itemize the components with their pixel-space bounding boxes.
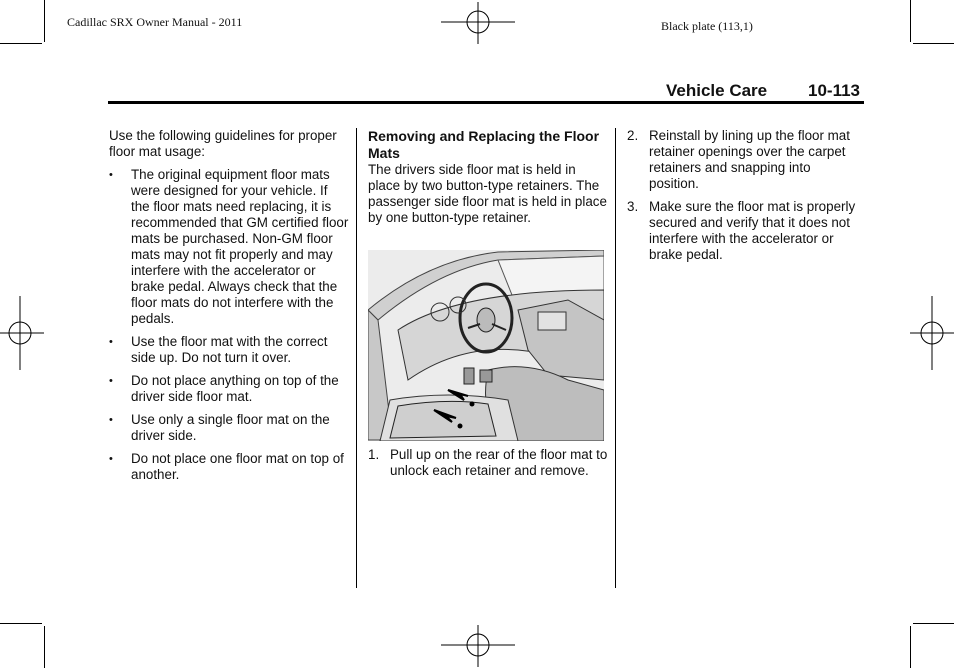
bullet-icon: • (109, 169, 113, 181)
bullet-icon: • (109, 375, 113, 387)
car-interior-drawing (368, 250, 604, 441)
section-heading: Removing and Replacing the Floor Mats (368, 128, 600, 161)
bullet-text: The original equipment floor mats were designed for your vehicle. If the floor mats need replacing, it is recommended that GM certified floor mats be purchased. Non-GM floor mats may not fit properly and may interfere with the accelerator or brake pedal. Always check that the floor mats do not interfere with the pedals. (131, 167, 349, 326)
step-number: 1. (368, 447, 380, 462)
crop-mark (913, 623, 954, 624)
list-item (109, 451, 349, 483)
crop-mark (44, 626, 45, 668)
bullet-icon: • (109, 336, 113, 348)
plate-label: Black plate (113,1) (661, 19, 753, 33)
intro-text: Use the following guidelines for proper floor mat usage: (109, 128, 337, 159)
crop-mark (913, 43, 954, 44)
manual-title: Cadillac SRX Owner Manual - 2011 (67, 15, 243, 29)
page-number: 10-113 (808, 81, 860, 100)
bullet-icon: • (109, 414, 113, 426)
column-divider (356, 128, 357, 588)
bullet-text: Do not place anything on top of the driver side floor mat. (131, 373, 339, 404)
list-item (627, 128, 863, 192)
column-2 (368, 128, 608, 226)
registration-mark-right (910, 296, 954, 370)
crop-mark (910, 0, 911, 42)
column-1 (109, 128, 349, 483)
floor-mat-illustration (368, 250, 604, 441)
crop-mark (910, 626, 911, 668)
column-3 (627, 128, 863, 263)
list-item (109, 412, 349, 444)
body-paragraph: The drivers side floor mat is held in place by two button-type retainers. The passenger side floor mat is held in place by one button-type retainer. (368, 162, 607, 225)
registration-mark-bottom (441, 625, 515, 667)
bullet-text: Use only a single floor mat on the driver side. (131, 412, 330, 443)
crop-mark (44, 0, 45, 42)
bullet-text: Use the floor mat with the correct side up. Do not turn it over. (131, 334, 328, 365)
list-item (109, 373, 349, 405)
list-item (627, 199, 863, 263)
step-text: Reinstall by lining up the floor mat retainer openings over the carpet retainers and snapping into position. (649, 128, 850, 191)
crop-mark (0, 43, 42, 44)
step-text: Pull up on the rear of the floor mat to unlock each retainer and remove. (390, 447, 608, 478)
bullet-icon: • (109, 453, 113, 465)
header-rule (108, 101, 864, 104)
section-title: Vehicle Care (666, 81, 768, 100)
step-text: Make sure the floor mat is properly secured and verify that it does not interfere with the accelerator or brake pedal. (649, 199, 856, 262)
list-item (109, 334, 349, 366)
crop-mark (0, 623, 42, 624)
registration-mark-top (441, 2, 515, 44)
list-item (109, 167, 349, 327)
step-number: 2. (627, 128, 639, 143)
bullet-text: Do not place one floor mat on top of another. (131, 451, 344, 482)
registration-mark-left (0, 296, 44, 370)
column-2-steps (368, 447, 608, 479)
step-number: 3. (627, 199, 639, 214)
column-divider (615, 128, 616, 588)
list-item (368, 447, 608, 479)
